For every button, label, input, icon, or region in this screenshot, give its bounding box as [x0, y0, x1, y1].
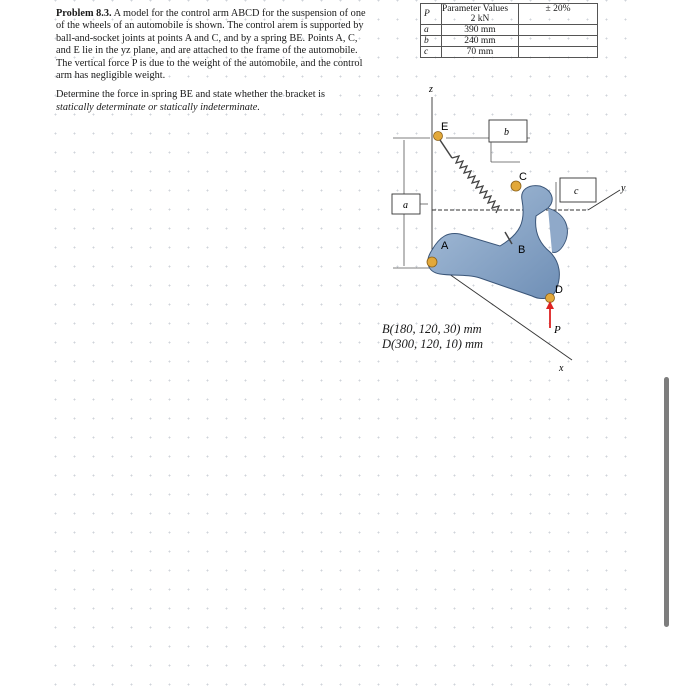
problem-line-6: arm has negligible weight. [56, 70, 166, 82]
param-tolerance: ± 20% [519, 4, 598, 25]
param-value-c: 70 mm [442, 47, 519, 58]
question-line-2: statically determinate or statically indeterminate. [56, 101, 260, 113]
problem-line-1: A model for the control arm ABCD for the suspension of one [113, 8, 366, 19]
x-axis-label: x [559, 363, 564, 374]
point-d-label: D [555, 284, 563, 296]
y-axis-label: y [621, 183, 626, 194]
param-value-p: 2 kN [470, 14, 490, 24]
z-axis-label: z [429, 84, 433, 95]
point-c-label: C [519, 171, 527, 183]
problem-line-4: and E lie in the yz plane, and are attached to the frame of the automobile. [56, 45, 358, 57]
question-line-1: Determine the force in spring BE and state whether the bracket is [56, 89, 326, 101]
dim-b-label: b [504, 127, 509, 138]
problem-line-2: of the wheels of an automobile is shown. The control arem is supported by [56, 20, 364, 32]
point-a-label: A [441, 240, 449, 252]
force-p-arrowhead [546, 301, 554, 309]
param-symbol-b: b [421, 36, 442, 47]
point-coordinates [382, 322, 483, 352]
problem-line-3: ball-and-socket joints at points A and C, and by a spring BE. Points A, C, [56, 32, 358, 44]
param-header-label: Parameter Values [442, 4, 509, 14]
force-p-label: P [554, 324, 561, 336]
point-b-label: B [518, 244, 526, 256]
problem-line-5: The vertical force P is due to the weight of the automobile, and the control [56, 57, 363, 69]
coord-d: D(300, 120, 10) mm [382, 337, 484, 351]
coord-b: B(180, 120, 30) mm [382, 322, 482, 336]
dim-c-label: c [574, 186, 579, 197]
dim-a-label: a [403, 200, 408, 211]
point-e-label: E [441, 121, 449, 133]
control-arm-flange [548, 208, 567, 253]
param-symbol-a: a [421, 25, 442, 36]
vertical-scrollbar[interactable] [664, 377, 669, 627]
problem-title: Problem 8.3. [56, 8, 112, 19]
param-value-a: 390 mm [442, 25, 519, 36]
param-symbol-c: c [421, 47, 442, 58]
param-symbol-p: P [421, 4, 442, 25]
ball-joint-a [427, 257, 437, 267]
spring-be [440, 140, 512, 244]
param-value-b: 240 mm [442, 36, 519, 47]
